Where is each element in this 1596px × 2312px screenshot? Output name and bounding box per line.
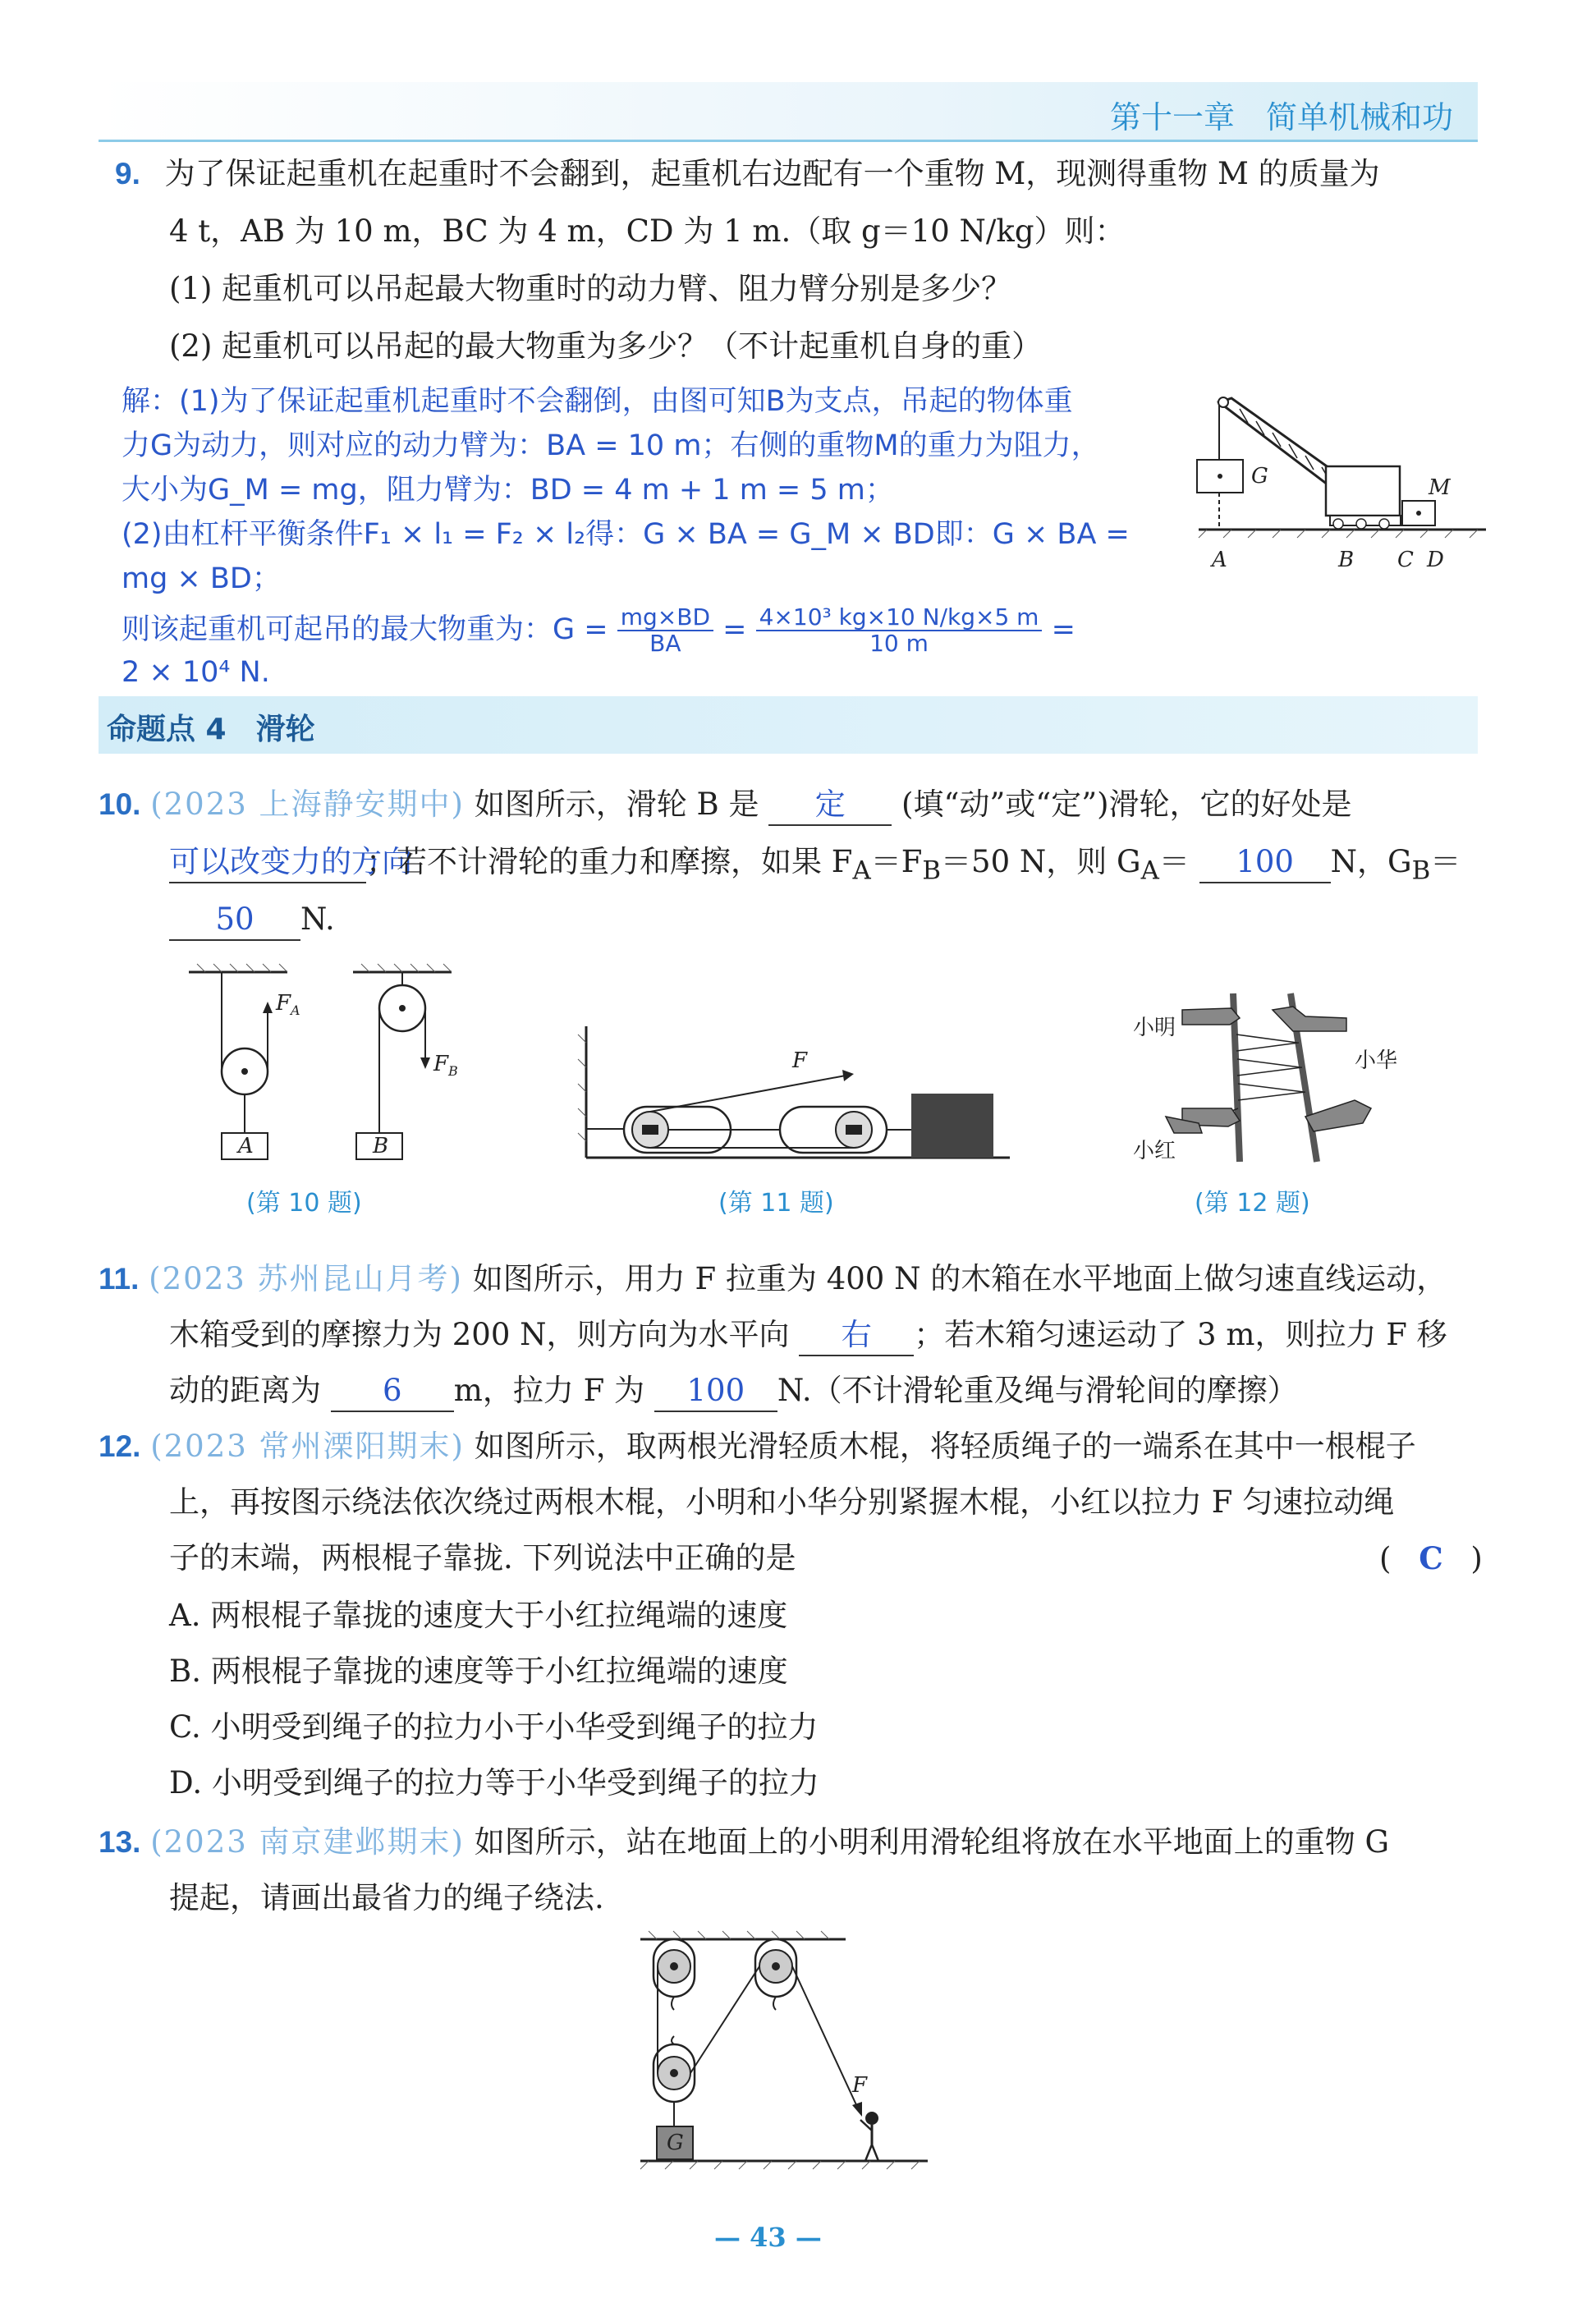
label-xiaohua: 小华 [1355, 1048, 1398, 1073]
solution-line: mg × BD； [122, 562, 281, 595]
label-C: C [1397, 548, 1414, 572]
answer-blank: 右 [799, 1315, 914, 1356]
question-source: (2023 苏州昆山月考) [149, 1261, 463, 1296]
solution-line: 2 × 10⁴ N. [122, 656, 270, 689]
solution-line: 解：(1)为了保证起重机起重时不会翻倒，由图可知B为支点，吊起的物体重 [122, 385, 1073, 418]
label-G: G [667, 2131, 684, 2155]
label-M: M [1429, 475, 1451, 500]
question-number: 12. [99, 1429, 141, 1463]
label-F: F [852, 2073, 868, 2098]
label-G: G [1251, 464, 1268, 489]
question-text: 为了保证起重机在起重时不会翻到，起重机右边配有一个重物 M，现测得重物 M 的质量为 [164, 156, 1380, 191]
choice-answer: C [1419, 1540, 1443, 1576]
option: B. 两根棍子靠拢的速度等于小红拉绳端的速度 [169, 1654, 788, 1689]
question-source: (2023 南京建邺期末) [150, 1824, 465, 1860]
pulley-block-figure-13 [632, 1929, 944, 2209]
question-number: 13. [99, 1825, 141, 1859]
answer-blank: 6 [331, 1371, 454, 1412]
figure-caption: (第 12 题) [1195, 1189, 1310, 1218]
answer-blank: 定 [768, 785, 892, 826]
pulley-figure-10 [172, 961, 501, 1174]
question-source: (2023 常州溧阳期末) [150, 1429, 465, 1464]
sub-question-2: (2) 起重机可以吊起的最大物重为多少？（不计起重机自身的重） [169, 328, 1043, 364]
question-11: 11. (2023 苏州昆山月考) 如图所示，用力 F 拉重为 400 N 的木箱在水平地面上做匀速直线运动， 木箱受到的摩擦力为 200 N，则方向为水平向 右 ；若木箱匀速运动了 3 m，则拉力 F 移 动的距离为 6 m，拉力 F 为 100 N.（不计滑轮重及绳与滑轮间的摩擦） [99, 1259, 1494, 1424]
label-D: D [1427, 548, 1444, 572]
solution-line: 则该起重机可起吊的最大物重为：G = $\frac{mg\times BD}{BA}$ = $\frac{\text{4×10³ kg×10 N/kg×5 m}}{10 m}$ = [122, 603, 1075, 657]
answer-blank: 可以改变力的方向 [169, 842, 366, 883]
answer-blank: 50 [169, 900, 300, 941]
label-xiaoming: 小明 [1133, 1016, 1176, 1040]
label-A: A [1212, 548, 1227, 572]
label-B: B [373, 1134, 389, 1158]
option: C. 小明受到绳子的拉力小于小华受到绳子的拉力 [169, 1709, 819, 1745]
figure-caption: (第 10 题) [246, 1189, 362, 1218]
question-13: 13. (2023 南京建邺期末) 如图所示，站在地面上的小明利用滑轮组将放在水平地面上的重物 G 提起，请画出最省力的绳子绕法. [99, 1824, 1390, 1915]
crane-figure [1182, 386, 1494, 583]
answer-blank: 100 [654, 1371, 777, 1412]
label-B: B [1338, 548, 1355, 572]
label-xiaohong: 小红 [1133, 1139, 1176, 1163]
question-source: (2023 上海静安期中) [150, 787, 465, 822]
question-10: 10. (2023 上海静安期中) 如图所示，滑轮 B 是 定 (填“动”或“定”)滑轮，它的好处是 可以改变力的方向；若不计滑轮的重力和摩擦，如果 $F_A=F_B=50$ N，则 $G_A= 100$ N，$G_B=$ 50 N. [99, 785, 1494, 949]
solution-line: 力G为动力，则对应的动力臂为：BA = 10 m；右侧的重物M的重力为阻力， [122, 429, 1100, 462]
label-FA: $F_A$ [276, 991, 300, 1018]
chapter-header [99, 82, 1478, 142]
label-FB: $F_B$ [433, 1052, 458, 1079]
question-12: 12. (2023 常州溧阳期末) 如图所示，取两根光滑轻质木棍，将轻质绳子的一端系在其中一根棍子 上，再按图示绕法依次绕过两根木棍，小明和小华分别紧握木棍，小红以拉力 F 匀速拉动绳 子的末端，两根棍子靠拢. 下列说法中正确的是 ( C ) A. 两根棍子靠拢的速度大于小红拉绳端的速度 B. 两根棍子靠拢的速度等于小红拉绳端的速度 C. 小明受到绳子的拉力小于小华受到绳子的拉力 D. 小明受到绳子的拉力等于小华受到绳子的拉力 [99, 1427, 1494, 1821]
option: D. 小明受到绳子的拉力等于小华受到绳子的拉力 [169, 1765, 819, 1801]
answer-blank: 100 [1199, 842, 1331, 883]
answer-bracket: ( C ) [1379, 1540, 1483, 1576]
question-number: 9. [115, 157, 140, 190]
section-heading [99, 696, 1478, 754]
question-text: 4 t，AB 为 10 m，BC 为 4 m，CD 为 1 m.（取 g＝10 N/kg）则： [169, 213, 1126, 249]
question-number: 11. [99, 1262, 140, 1296]
section-title: 命题点 4 滑轮 [107, 713, 315, 746]
solution-line: (2)由杠杆平衡条件F₁ × l₁ = F₂ × l₂得：G × BA = G_M × BD即：G × BA = [122, 518, 1130, 551]
question-number: 10. [99, 787, 141, 821]
page-number: — 43 — [714, 2222, 822, 2253]
label-A: A [238, 1134, 254, 1158]
label-F: F [792, 1048, 808, 1073]
pulley-figure-11 [575, 1018, 1018, 1174]
fraction: $\frac{mg\times BD}{BA}$ [617, 605, 713, 656]
chapter-title: 第十一章 简单机械和功 [1109, 99, 1453, 135]
figure-caption: (第 11 题) [718, 1189, 834, 1218]
solution-9 [122, 379, 1156, 691]
fraction: $\frac{\text{4×10³ kg×10 N/kg×5 m}}{10 m}$ [756, 605, 1043, 656]
sub-question-1: (1) 起重机可以吊起最大物重时的动力臂、阻力臂分别是多少？ [169, 271, 1012, 306]
solution-line: 大小为G_M = mg，阻力臂为：BD = 4 m + 1 m = 5 m； [122, 474, 894, 507]
option: A. 两根棍子靠拢的速度大于小红拉绳端的速度 [169, 1598, 788, 1633]
sticks-figure-12 [1117, 985, 1461, 1174]
